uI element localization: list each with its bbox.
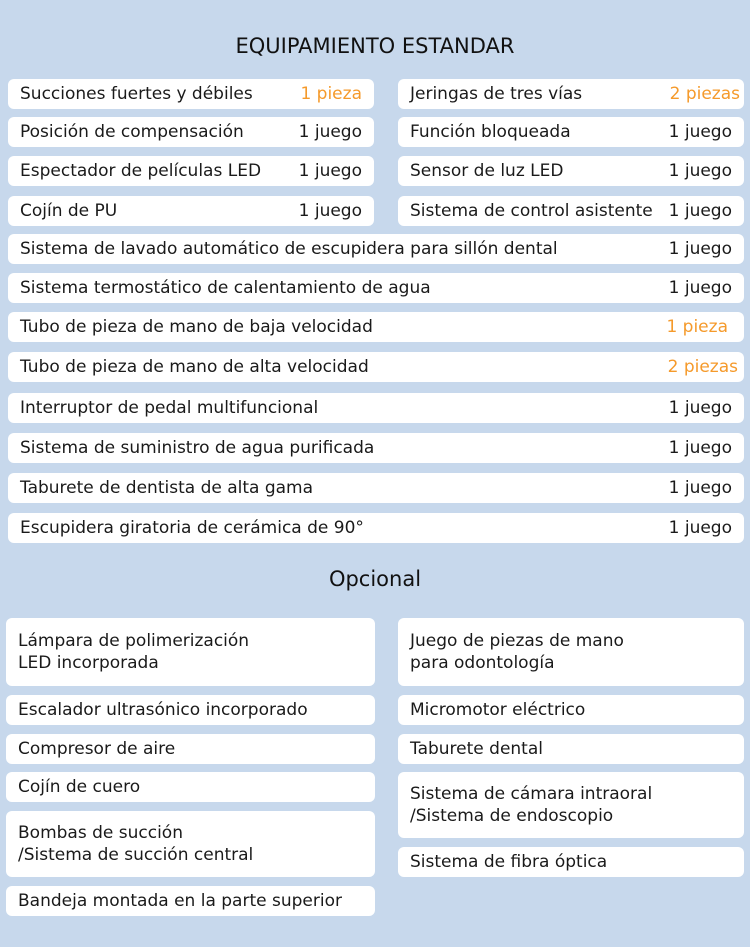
- item-quantity: 1 juego: [668, 438, 732, 458]
- item-label: Tubo de pieza de mano de baja velocidad: [20, 317, 373, 337]
- item-label: Sistema de lavado automático de escupidera para sillón dental: [20, 239, 558, 259]
- item-label: Juego de piezas de mano para odontología: [410, 631, 624, 673]
- item-label: Tubo de pieza de mano de alta velocidad: [20, 357, 369, 377]
- item-quantity: 1 juego: [668, 398, 732, 418]
- item-quantity: 1 juego: [668, 278, 732, 298]
- item-label: Sensor de luz LED: [410, 161, 564, 181]
- item-quantity: 1 juego: [668, 478, 732, 498]
- item-label: Interruptor de pedal multifuncional: [20, 398, 319, 418]
- list-item: [398, 156, 744, 186]
- list-item: [8, 513, 744, 543]
- item-label: Posición de compensación: [20, 122, 244, 142]
- list-item: [398, 79, 744, 109]
- list-item: [8, 79, 374, 109]
- item-label: Sistema de fibra óptica: [410, 852, 608, 872]
- item-label: Bombas de succión /Sistema de succión central: [18, 823, 254, 865]
- list-item: [8, 393, 744, 423]
- item-label: Lámpara de polimerización LED incorporada: [18, 631, 250, 673]
- item-quantity: 1 juego: [668, 161, 732, 181]
- item-label: Cojín de PU: [20, 201, 118, 221]
- item-label: Función bloqueada: [410, 122, 571, 142]
- item-label: Cojín de cuero: [18, 777, 141, 797]
- optional-title: Opcional: [328, 567, 422, 591]
- item-label: Escalador ultrasónico incorporado: [18, 700, 308, 720]
- optional-item: [6, 811, 375, 877]
- list-item: [8, 433, 744, 463]
- item-quantity: 1 juego: [668, 518, 732, 538]
- list-item: [8, 196, 374, 226]
- list-item: [8, 273, 744, 303]
- optional-item: [6, 772, 375, 802]
- item-label: Succiones fuertes y débiles: [20, 84, 253, 104]
- item-quantity: 1 juego: [668, 239, 732, 259]
- item-label: Sistema termostático de calentamiento de agua: [20, 278, 431, 298]
- item-label: Bandeja montada en la parte superior: [18, 891, 342, 911]
- list-item: [398, 117, 744, 147]
- list-item: [8, 473, 744, 503]
- item-quantity: 1 juego: [298, 201, 362, 221]
- list-item: [398, 196, 744, 226]
- optional-item: [398, 734, 744, 764]
- item-label: Espectador de películas LED: [20, 161, 262, 181]
- standard-equipment-title: EQUIPAMIENTO ESTANDAR: [235, 34, 515, 58]
- list-item: [8, 156, 374, 186]
- optional-item: [398, 618, 744, 686]
- optional-item: [398, 772, 744, 838]
- item-quantity: 1 juego: [298, 122, 362, 142]
- optional-item: [398, 847, 744, 877]
- item-quantity: 2 piezas: [669, 84, 740, 104]
- item-quantity: 2 piezas: [667, 357, 738, 377]
- item-quantity: 1 juego: [668, 122, 732, 142]
- item-label: Compresor de aire: [18, 739, 176, 759]
- item-quantity: 1 juego: [668, 201, 732, 221]
- optional-item: [6, 886, 375, 916]
- list-item: [8, 234, 744, 264]
- optional-item: [6, 734, 375, 764]
- optional-item: [398, 695, 744, 725]
- item-label: Taburete de dentista de alta gama: [20, 478, 314, 498]
- item-quantity: 1 pieza: [666, 317, 728, 337]
- item-label: Sistema de cámara intraoral /Sistema de endoscopio: [410, 784, 653, 826]
- item-label: Sistema de suministro de agua purificada: [20, 438, 375, 458]
- item-label: Micromotor eléctrico: [410, 700, 586, 720]
- list-item: [8, 117, 374, 147]
- item-label: Taburete dental: [410, 739, 543, 759]
- item-label: Jeringas de tres vías: [410, 84, 583, 104]
- item-quantity: 1 juego: [298, 161, 362, 181]
- optional-item: [6, 695, 375, 725]
- list-item: [8, 312, 744, 342]
- item-quantity: 1 pieza: [300, 84, 362, 104]
- item-label: Sistema de control asistente: [410, 201, 653, 221]
- optional-item: [6, 618, 375, 686]
- item-label: Escupidera giratoria de cerámica de 90°: [20, 518, 364, 538]
- list-item: [8, 352, 744, 382]
